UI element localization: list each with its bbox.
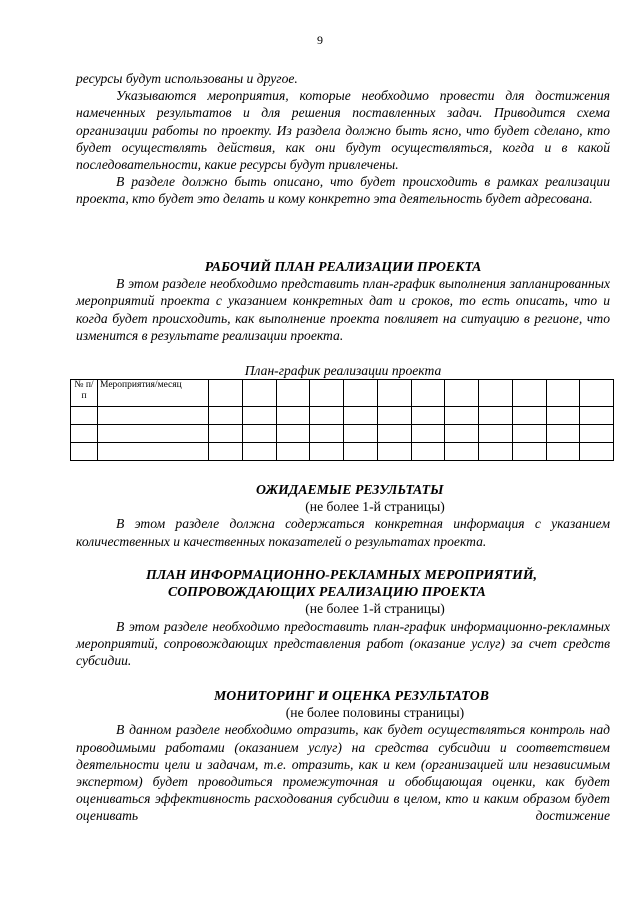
expected-results-paragraph: В этом разделе должна содержаться конкретная информация с указанием количественных и качественных показателей о результатах проекта. bbox=[76, 516, 610, 549]
expected-results-section bbox=[76, 481, 610, 550]
table-cell bbox=[276, 380, 310, 407]
expected-results-heading: ОЖИДАЕМЫЕ РЕЗУЛЬТАТЫ bbox=[256, 482, 444, 497]
intro-section bbox=[76, 70, 610, 208]
info-plan-paragraph: В этом разделе необходимо предоставить план-график информационно-рекламных мероприятий, сопровождающих представления работ (оказание услуг) за счет средств субсидии. bbox=[76, 618, 610, 669]
table-row bbox=[71, 425, 614, 443]
table-cell bbox=[209, 380, 243, 407]
info-plan-limit: (не более 1-й страницы) bbox=[305, 601, 445, 617]
table-cell bbox=[310, 380, 344, 407]
table-cell bbox=[344, 380, 378, 407]
monitoring-section bbox=[76, 687, 610, 825]
monitoring-heading: МОНИТОРИНГ И ОЦЕНКА РЕЗУЛЬТАТОВ bbox=[214, 688, 489, 703]
monitoring-paragraph: В данном разделе необходимо отразить, как будет осуществляться контроль над проводимыми работами (оказанием услуг) на средства субсидии и соответствием деятельности цели и задачам, т.е. отразить, как и кем (организацией или независимым экспертом) будет проводиться промежуточная и обобщающая оценки, как будет оцениваться эффективность расходования субсидии в целом, кто и каким образом будет оценивать достижение bbox=[76, 722, 610, 824]
monitoring-limit: (не более половины страницы) bbox=[285, 705, 465, 721]
page-number: 9 bbox=[317, 33, 323, 47]
table-cell bbox=[445, 380, 479, 407]
table-cell bbox=[242, 380, 276, 407]
work-plan-heading: РАБОЧИЙ ПЛАН РЕАЛИЗАЦИИ ПРОЕКТА bbox=[204, 259, 482, 274]
table-cell bbox=[546, 380, 580, 407]
info-plan-heading-2: СОПРОВОЖДАЮЩИХ РЕАЛИЗАЦИЮ ПРОЕКТА bbox=[168, 584, 486, 600]
table-cell bbox=[479, 380, 513, 407]
table-row bbox=[71, 443, 614, 461]
table-cell bbox=[377, 380, 411, 407]
table-caption-wrap bbox=[76, 363, 610, 379]
table-caption: План-график реализации проекта bbox=[244, 363, 442, 378]
schedule-table bbox=[70, 379, 614, 461]
table-header-row bbox=[71, 380, 614, 407]
table-cell bbox=[512, 380, 546, 407]
table-cell bbox=[580, 380, 614, 407]
work-plan-paragraph: В этом разделе необходимо представить план-график выполнения запланированных мероприятий проекта с указанием конкретных дат и сроков, то есть описать, что и когда будет происходить, как выполнение проекта повлияет на ситуацию в регионе, что изменится в результате реализации проекта. bbox=[76, 276, 610, 343]
intro-paragraph-1: Указываются мероприятия, которые необходимо провести для достижения намеченных результатов и для решения поставленных задач. Приводится схема организации работы по проекту. Из раздела должно быть ясно, что будет сделано, кто будет осуществлять действия, как они будут осуществляться, когда и в какой последовательности, какие ресурсы будут привлечены. bbox=[76, 88, 610, 173]
header-events: Мероприятия/месяц bbox=[98, 380, 209, 407]
intro-line: ресурсы будут использованы и другое. bbox=[76, 71, 298, 86]
table-cell bbox=[411, 380, 445, 407]
expected-results-limit: (не более 1-й страницы) bbox=[305, 499, 445, 515]
header-number: № п/п bbox=[71, 380, 98, 407]
work-plan-section bbox=[76, 258, 610, 344]
intro-paragraph-2: В разделе должно быть описано, что будет происходить в рамках реализации проекта, кто будет это делать и кому конкретно эта деятельность будет адресована. bbox=[76, 174, 610, 207]
info-plan-section bbox=[76, 566, 610, 669]
info-plan-heading-1: ПЛАН ИНФОРМАЦИОННО-РЕКЛАМНЫХ МЕРОПРИЯТИЙ, bbox=[146, 567, 538, 582]
table-row bbox=[71, 407, 614, 425]
